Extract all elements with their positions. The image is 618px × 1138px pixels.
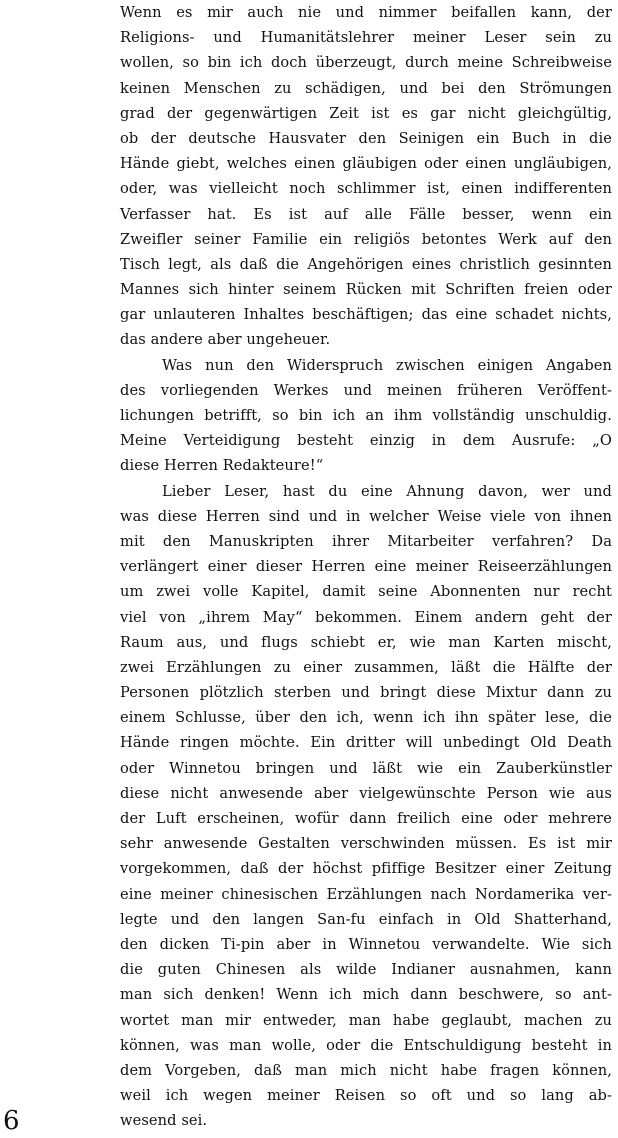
text-line: Mannes sich hinter seinem Rücken mit Schriften freien oder (120, 281, 612, 299)
text-line: Lieber Leser, hast du eine Ahnung davon, wer und (162, 482, 612, 500)
text-line: Tisch legt, als daß die Angehörigen eines christlich gesinnten (120, 255, 612, 273)
text-line: um zwei volle Kapitel, damit seine Abonnenten nur recht (120, 583, 612, 601)
text-line: der Luft erscheinen, wofür dann freilich eine oder mehrere (120, 810, 612, 827)
text-line: weil ich wegen meiner Reisen so oft und so lang ab- (120, 1087, 612, 1105)
text-line: Meine Verteidigung besteht einzig in dem Ausrufe: „O (120, 432, 612, 450)
text-line: viel von „ihrem May“ bekommen. Einem andern geht der (120, 608, 612, 626)
text-line: wortet man mir entweder, man habe geglaubt, machen zu (120, 1011, 612, 1029)
text-line: Hände ringen möchte. Ein dritter will unbedingt Old Death (120, 734, 612, 752)
text-line: wesend sei. (120, 1112, 208, 1130)
text-line: Religions- und Humanitätslehrer meiner Leser sein zu (120, 29, 612, 47)
text-line: sehr anwesende Gestalten verschwinden müssen. Es ist mir (120, 835, 612, 853)
text-line: oder Winnetou bringen und läßt wie ein Zauberkünstler (120, 759, 612, 777)
text-line: diese Herren Redakteure!“ (120, 457, 324, 475)
text-line: lichungen betrifft, so bin ich an ihm vollständig unschuldig. (120, 407, 612, 424)
text-line: mit den Manuskripten ihrer Mitarbeiter verfahren? Da (120, 532, 612, 550)
text-line: man sich denken! Wenn ich mich dann beschwere, so ant- (120, 986, 612, 1004)
page-number: 6 (3, 1106, 20, 1136)
text-line: einem Schlusse, über den ich, wenn ich ihn später lese, die (120, 709, 612, 727)
text-line: dem Vorgeben, daß man mich nicht habe fragen können, (120, 1061, 612, 1079)
text-line: ob der deutsche Hausvater den Seinigen ein Buch in die (120, 129, 612, 147)
text-line: wollen, so bin ich doch überzeugt, durch meine Schreibweise (120, 54, 612, 72)
body-text (120, 0, 612, 1133)
text-line: Hände giebt, welches einen gläubigen oder einen ungläubigen, (120, 155, 612, 173)
text-line: den dicken Ti-pin aber in Winnetou verwandelte. Wie sich (120, 935, 612, 953)
text-line: diese nicht anwesende aber vielgewünschte Person wie aus (120, 784, 612, 802)
text-line: vorgekommen, daß der höchst pfiffige Besitzer einer Zeitung (120, 860, 612, 878)
text-line: Personen plötzlich sterben und bringt diese Mixtur dann zu (120, 684, 612, 702)
text-line: das andere aber ungeheuer. (120, 331, 331, 349)
text-line: was diese Herren sind und in welcher Weise viele von ihnen (120, 507, 612, 525)
text-line: keinen Menschen zu schädigen, und bei den Strömungen (120, 79, 612, 97)
text-line: Wenn es mir auch nie und nimmer beifallen kann, der (120, 4, 612, 21)
text-line: die guten Chinesen als wilde Indianer ausnahmen, kann (120, 961, 612, 979)
text-line: Zweifler seiner Familie ein religiös betontes Werk auf den (120, 230, 612, 248)
text-line: legte und den langen San-fu einfach in Old Shatterhand, (120, 910, 612, 928)
text-line: zwei Erzählungen zu einer zusammen, läßt die Hälfte der (120, 658, 612, 676)
text-line: Was nun den Widerspruch zwischen einigen Angaben (162, 356, 612, 374)
text-line: eine meiner chinesischen Erzählungen nach Nordamerika ver- (120, 885, 612, 903)
text-line: grad der gegenwärtigen Zeit ist es gar nicht gleichgültig, (120, 104, 612, 122)
text-line: gar unlauteren Inhaltes beschäftigen; das eine schadet nichts, (120, 306, 612, 324)
text-line: können, was man wolle, oder die Entschuldigung besteht in (120, 1036, 612, 1054)
text-line: Verfasser hat. Es ist auf alle Fälle besser, wenn ein (120, 205, 612, 223)
text-line: verlängert einer dieser Herren eine meiner Reiseerzählungen (120, 558, 612, 576)
text-line: Raum aus, und flugs schiebt er, wie man Karten mischt, (120, 633, 612, 651)
text-line: oder, was vielleicht noch schlimmer ist, einen indifferenten (120, 180, 612, 198)
text-line: des vorliegenden Werkes und meinen früheren Veröffent- (120, 381, 612, 399)
